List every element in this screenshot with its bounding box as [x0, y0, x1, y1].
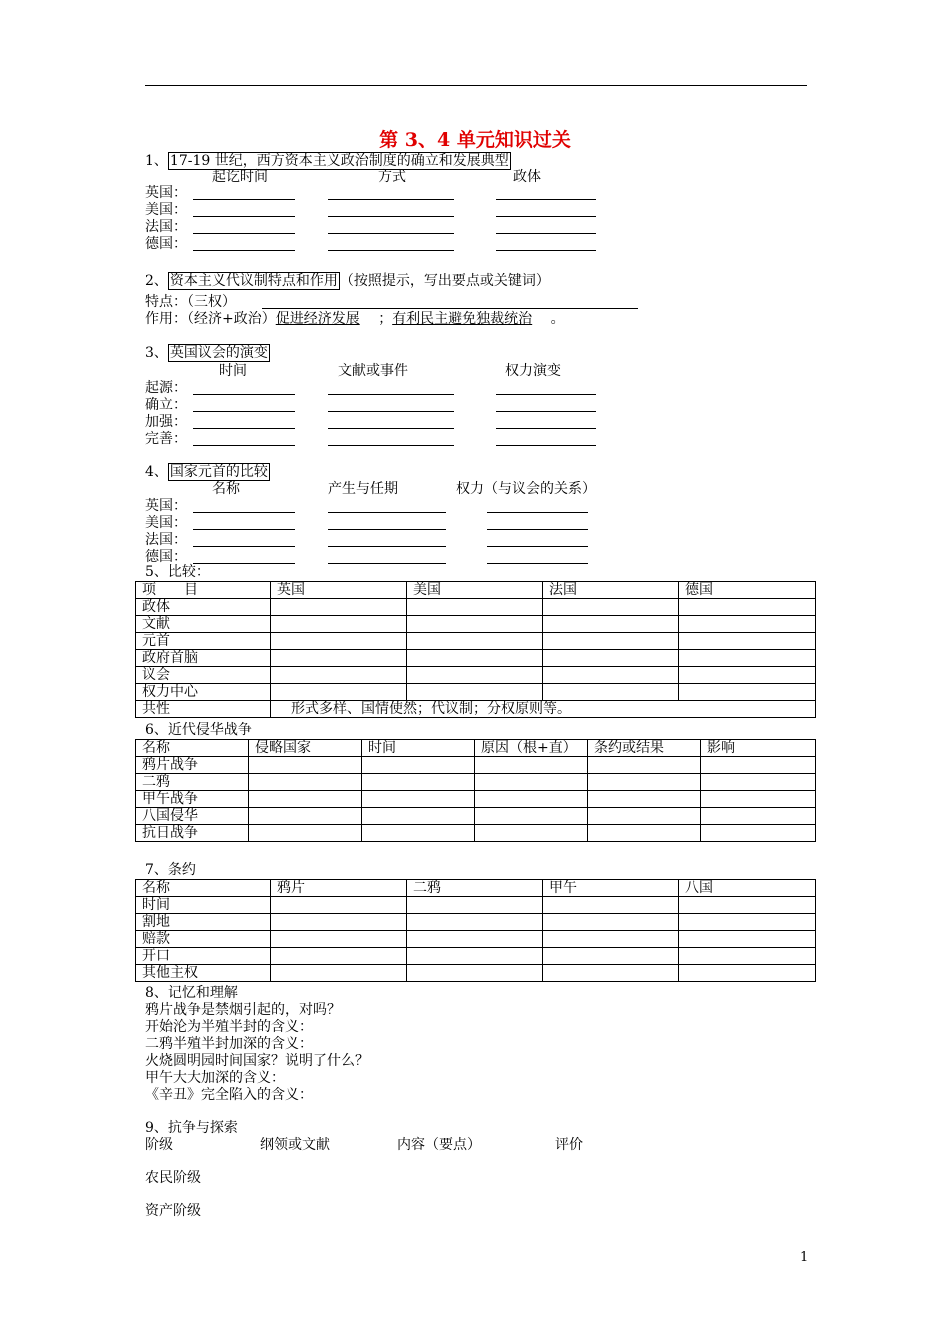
s2-role-line: 作用：（经济+政治）促进经济发展 ；有利民主避免独裁统治 。: [145, 311, 565, 327]
s3-row-label: 加强：: [145, 414, 187, 430]
blank-line[interactable]: [487, 529, 588, 530]
blank-line[interactable]: [328, 199, 454, 200]
table-cell[interactable]: [679, 650, 816, 667]
s9-col-program: 纲领或文献: [260, 1137, 330, 1153]
blank-line[interactable]: [193, 445, 295, 446]
table-cell[interactable]: [249, 825, 362, 842]
row-label: 政府首脑: [136, 650, 271, 667]
section-2-hint: （按照提示，写出要点或关键词）: [339, 273, 550, 289]
blank-line[interactable]: [496, 250, 596, 251]
blank-line[interactable]: [496, 233, 596, 234]
table-cell[interactable]: [588, 825, 701, 842]
table-row: [136, 914, 816, 931]
section-2-heading: 2、 资本主义代议制特点和作用 （按照提示，写出要点或关键词）: [145, 273, 550, 289]
row-label: 赔款: [136, 931, 271, 948]
table-row: [136, 791, 816, 808]
table-cell[interactable]: [543, 931, 679, 948]
table-cell[interactable]: [249, 791, 362, 808]
blank-line[interactable]: [193, 233, 295, 234]
row-label: 甲午战争: [136, 791, 249, 808]
table-cell[interactable]: [475, 808, 588, 825]
blank-line[interactable]: [328, 546, 446, 547]
row-label: 八国侵华: [136, 808, 249, 825]
table-cell[interactable]: [407, 616, 543, 633]
header-cell: 名称: [136, 880, 271, 897]
table-row: [136, 599, 816, 616]
blank-line[interactable]: [193, 394, 295, 395]
table-cell[interactable]: [588, 808, 701, 825]
wars-table: [135, 739, 816, 842]
table-row: [136, 684, 816, 701]
table-cell[interactable]: [271, 616, 407, 633]
table-cell[interactable]: [407, 897, 543, 914]
row-label: 元首: [136, 633, 271, 650]
row-label: 抗日战争: [136, 825, 249, 842]
table-cell[interactable]: [543, 948, 679, 965]
header-rule: [145, 85, 807, 86]
blank-line[interactable]: [328, 216, 454, 217]
blank-line[interactable]: [328, 411, 454, 412]
header-cell: 美国: [407, 582, 543, 599]
treaties-table: [135, 879, 816, 982]
table-cell[interactable]: [701, 791, 816, 808]
table-cell[interactable]: [475, 774, 588, 791]
s8-line: 开始沦为半殖半封的含义：: [145, 1019, 313, 1035]
table-row: [136, 757, 816, 774]
section-3-heading: 3、 英国议会的演变: [145, 345, 268, 361]
table-cell[interactable]: [679, 948, 816, 965]
s1-col-method: 方式: [378, 169, 406, 185]
s4-col-name: 名称: [212, 481, 240, 497]
table-cell[interactable]: [543, 684, 679, 701]
header-cell: 法国: [543, 582, 679, 599]
table-cell[interactable]: [679, 599, 816, 616]
table-row: [136, 808, 816, 825]
row-label: 权力中心: [136, 684, 271, 701]
table-cell[interactable]: [588, 774, 701, 791]
s2-role-economy: 促进经济发展: [275, 311, 360, 327]
table-row: [136, 897, 816, 914]
s8-line: 二鸦半殖半封加深的含义：: [145, 1036, 313, 1052]
blank-line[interactable]: [496, 445, 596, 446]
blank-line[interactable]: [193, 428, 295, 429]
table-row: [136, 616, 816, 633]
header-cell: 时间: [362, 740, 475, 757]
blank-line[interactable]: [328, 529, 446, 530]
table-cell[interactable]: [271, 633, 407, 650]
s3-col-power: 权力演变: [505, 363, 561, 379]
table-cell[interactable]: [475, 825, 588, 842]
common-text: 形式多样、国情使然；代议制；分权原则等。: [271, 701, 816, 718]
table-cell[interactable]: [407, 948, 543, 965]
table-cell[interactable]: [475, 757, 588, 774]
blank-line[interactable]: [193, 411, 295, 412]
s3-col-event: 文献或事件: [338, 363, 408, 379]
s1-row-label: 德国：: [145, 236, 187, 252]
s9-col-content: 内容（要点）: [397, 1137, 481, 1153]
table-cell[interactable]: [701, 825, 816, 842]
table-cell[interactable]: [271, 667, 407, 684]
header-cell: 二鸦: [407, 880, 543, 897]
s3-row-label: 完善：: [145, 431, 187, 447]
table-cell[interactable]: [271, 684, 407, 701]
table-row: [136, 650, 816, 667]
table-cell[interactable]: [362, 774, 475, 791]
s8-line: 甲午大大加深的含义：: [145, 1070, 285, 1086]
table-row: [136, 633, 816, 650]
blank-line[interactable]: [496, 428, 596, 429]
section-4-title: 国家元首的比较: [169, 464, 268, 480]
s3-col-time: 时间: [219, 363, 247, 379]
blank-line[interactable]: [193, 529, 295, 530]
table-cell[interactable]: [249, 808, 362, 825]
blank-line[interactable]: [487, 512, 588, 513]
s8-line: 鸦片战争是禁烟引起的，对吗？: [145, 1002, 341, 1018]
blank-line[interactable]: [487, 546, 588, 547]
blank-line[interactable]: [193, 250, 295, 251]
header-cell: 项 目: [136, 582, 271, 599]
page-number: 1: [800, 1250, 809, 1265]
table-cell[interactable]: [407, 667, 543, 684]
blank-line[interactable]: [328, 563, 446, 564]
s9-row-label: 资产阶级: [145, 1203, 201, 1219]
table-cell[interactable]: [701, 774, 816, 791]
blank-line[interactable]: [328, 445, 454, 446]
table-cell[interactable]: [407, 965, 543, 982]
table-cell[interactable]: [407, 599, 543, 616]
table-row-common: [136, 701, 816, 718]
s2-feature-line: 特点：（三权）: [145, 294, 236, 310]
table-header-row: [136, 582, 816, 599]
s9-col-class: 阶级: [145, 1137, 173, 1153]
table-cell[interactable]: [407, 914, 543, 931]
table-cell[interactable]: [679, 914, 816, 931]
table-cell[interactable]: [679, 931, 816, 948]
table-row: [136, 774, 816, 791]
table-cell[interactable]: [271, 650, 407, 667]
section-3-title: 英国议会的演变: [169, 345, 268, 361]
table-cell[interactable]: [475, 791, 588, 808]
s2-role-politics: 有利民主避免独裁统治: [392, 311, 533, 327]
table-cell[interactable]: [679, 965, 816, 982]
blank-line[interactable]: [496, 216, 596, 217]
section-2-title: 资本主义代议制特点和作用: [169, 273, 338, 289]
table-row: [136, 965, 816, 982]
table-cell[interactable]: [543, 599, 679, 616]
row-label: 政体: [136, 599, 271, 616]
table-cell[interactable]: [679, 684, 816, 701]
table-cell[interactable]: [701, 757, 816, 774]
table-cell[interactable]: [543, 965, 679, 982]
table-row: [136, 948, 816, 965]
s4-row-label: 美国：: [145, 515, 187, 531]
s9-row-label: 农民阶级: [145, 1170, 201, 1186]
table-cell[interactable]: [679, 667, 816, 684]
s4-col-term: 产生与任期: [328, 481, 398, 497]
header-cell: 条约或结果: [588, 740, 701, 757]
table-cell[interactable]: [407, 650, 543, 667]
table-cell[interactable]: [543, 667, 679, 684]
blank-line[interactable]: [328, 233, 454, 234]
section-1-title: 17-19 世纪，西方资本主义政治制度的确立和发展典型: [169, 153, 509, 169]
table-cell[interactable]: [362, 825, 475, 842]
section-4-heading: 4、 国家元首的比较: [145, 464, 268, 480]
blank-line[interactable]: [328, 250, 454, 251]
section-8-heading: 8、记忆和理解: [145, 985, 238, 1001]
row-label: 文献: [136, 616, 271, 633]
row-label: 二鸦: [136, 774, 249, 791]
table-header-row: [136, 880, 816, 897]
table-cell[interactable]: [407, 684, 543, 701]
header-cell: 英国: [271, 582, 407, 599]
s1-row-label: 法国：: [145, 219, 187, 235]
row-label: 开口: [136, 948, 271, 965]
table-cell[interactable]: [249, 774, 362, 791]
section-5-heading: 5、比较：: [145, 564, 210, 580]
s3-row-label: 起源：: [145, 380, 187, 396]
table-cell[interactable]: [679, 633, 816, 650]
table-cell[interactable]: [271, 931, 407, 948]
header-cell: 影响: [701, 740, 816, 757]
header-cell: 鸦片: [271, 880, 407, 897]
table-cell[interactable]: [271, 948, 407, 965]
s8-line: 火烧圆明园时间国家？说明了什么？: [145, 1053, 369, 1069]
header-cell: 八国: [679, 880, 816, 897]
header-cell: 甲午: [543, 880, 679, 897]
comparison-table: [135, 581, 816, 718]
section-9-heading: 9、抗争与探索: [145, 1120, 238, 1136]
row-label: 鸦片战争: [136, 757, 249, 774]
header-cell: 原因（根+直）: [475, 740, 588, 757]
table-cell[interactable]: [543, 650, 679, 667]
table-cell[interactable]: [701, 808, 816, 825]
table-cell[interactable]: [271, 897, 407, 914]
s1-row-label: 美国：: [145, 202, 187, 218]
row-label: 共性: [136, 701, 271, 718]
header-cell: 侵略国家: [249, 740, 362, 757]
blank-line[interactable]: [328, 512, 446, 513]
blank-line[interactable]: [193, 199, 295, 200]
s4-row-label: 德国：: [145, 549, 187, 565]
header-cell: 德国: [679, 582, 816, 599]
table-cell[interactable]: [543, 897, 679, 914]
table-cell[interactable]: [271, 914, 407, 931]
s8-line: 《辛丑》完全陷入的含义：: [145, 1087, 313, 1103]
table-row: [136, 931, 816, 948]
table-header-row: [136, 740, 816, 757]
table-cell[interactable]: [362, 791, 475, 808]
blank-line[interactable]: [193, 512, 295, 513]
table-cell[interactable]: [588, 791, 701, 808]
section-6-heading: 6、近代侵华战争: [145, 722, 252, 738]
table-cell[interactable]: [249, 757, 362, 774]
s9-col-evaluation: 评价: [555, 1137, 583, 1153]
blank-line[interactable]: [328, 428, 454, 429]
table-row: [136, 825, 816, 842]
s4-col-power: 权力（与议会的关系）: [456, 481, 596, 497]
s3-row-label: 确立：: [145, 397, 187, 413]
page-title: 第 3、4 单元知识过关: [379, 129, 571, 151]
blank-line[interactable]: [487, 563, 588, 564]
blank-line[interactable]: [496, 199, 596, 200]
table-cell[interactable]: [588, 757, 701, 774]
table-cell[interactable]: [407, 931, 543, 948]
blank-line[interactable]: [193, 216, 295, 217]
table-cell[interactable]: [543, 914, 679, 931]
section-7-heading: 7、条约: [145, 862, 196, 878]
table-cell[interactable]: [362, 757, 475, 774]
s1-col-time: 起讫时间: [212, 169, 268, 185]
table-row: [136, 667, 816, 684]
table-cell[interactable]: [543, 633, 679, 650]
table-cell[interactable]: [679, 616, 816, 633]
s4-row-label: 法国：: [145, 532, 187, 548]
blank-line[interactable]: [262, 308, 638, 309]
s1-row-label: 英国：: [145, 185, 187, 201]
blank-line[interactable]: [328, 394, 454, 395]
row-label: 时间: [136, 897, 271, 914]
s4-row-label: 英国：: [145, 498, 187, 514]
section-1-heading: 1、 17-19 世纪，西方资本主义政治制度的确立和发展典型: [145, 153, 509, 169]
row-label: 其他主权: [136, 965, 271, 982]
s1-col-polity: 政体: [513, 169, 541, 185]
header-cell: 名称: [136, 740, 249, 757]
table-cell[interactable]: [271, 599, 407, 616]
table-cell[interactable]: [271, 965, 407, 982]
table-cell[interactable]: [543, 616, 679, 633]
table-cell[interactable]: [362, 808, 475, 825]
blank-line[interactable]: [496, 394, 596, 395]
table-cell[interactable]: [407, 633, 543, 650]
row-label: 议会: [136, 667, 271, 684]
blank-line[interactable]: [496, 411, 596, 412]
blank-line[interactable]: [193, 546, 295, 547]
row-label: 割地: [136, 914, 271, 931]
table-cell[interactable]: [679, 897, 816, 914]
